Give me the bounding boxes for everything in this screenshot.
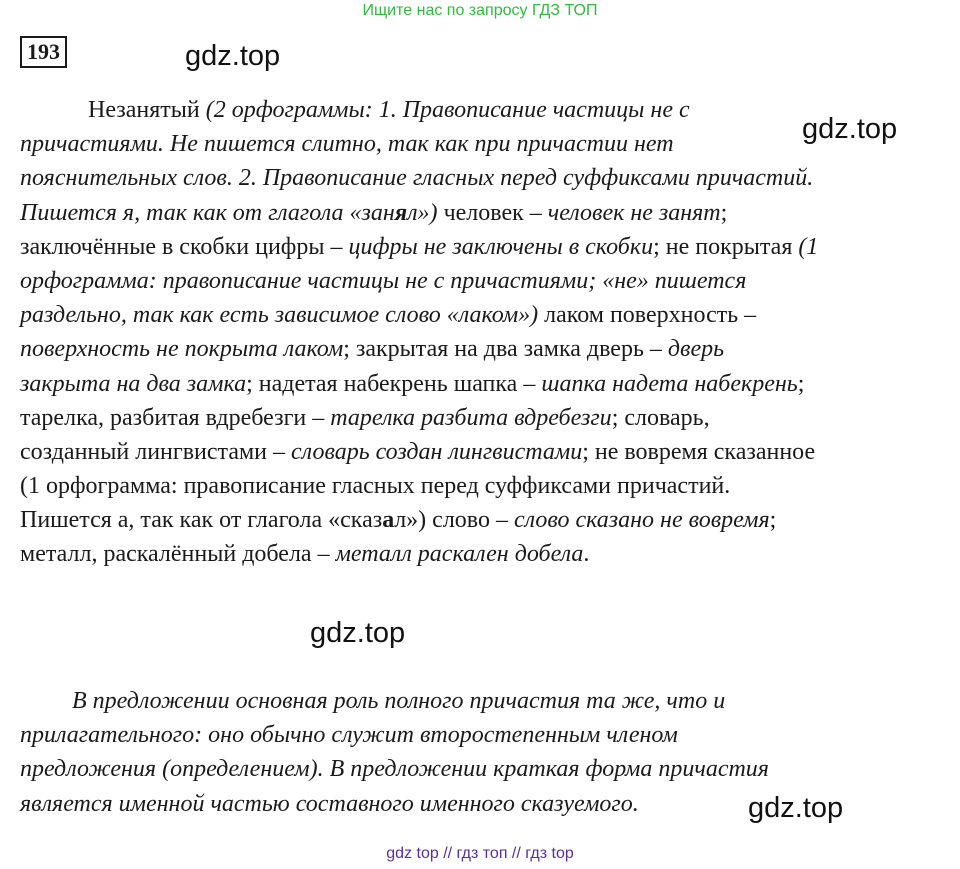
watermark: gdz.top (185, 40, 281, 72)
text-line: причастиями. Не пишется слитно, так как при причастии нет (20, 131, 674, 158)
text-line: орфограмма: правописание частицы не с причастиями; «не» пишется (20, 267, 747, 294)
text-line: (1 орфограмма: правописание гласных перед суффиксами причастий. (20, 473, 731, 500)
text-line: поверхность не покрыта лаком; закрытая на два замка дверь – дверь (20, 336, 725, 363)
watermark: gdz.top (748, 792, 844, 824)
answer-paragraph (20, 93, 955, 572)
text-line: является именной частью составного именного сказуемого. (20, 790, 639, 817)
text-line: Незанятый (2 орфограммы: 1. Правописание частицы не с (88, 97, 690, 123)
search-banner: Ищите нас по запросу ГДЗ ТОП (362, 2, 598, 19)
footer-links: gdz top // гдз топ // гдз top (386, 845, 574, 862)
text-line: Пишется я, так как от глагола «занял») человек – человек не занят; (20, 199, 728, 226)
text-line: заключённые в скобки цифры – цифры не заключены в скобки; не покрытая (1 (20, 233, 819, 260)
text-line: созданный лингвистами – словарь создан лингвистами; не вовремя сказанное (20, 438, 816, 465)
text-line: В предложении основная роль полного причастия та же, что и (72, 688, 726, 714)
text-line: тарелка, разбитая вдребезги – тарелка разбита вдребезги; словарь, (20, 404, 710, 431)
watermark: gdz.top (310, 617, 406, 649)
text-line: прилагательного: оно обычно служит второстепенным членом (20, 722, 678, 749)
text-line: предложения (определением). В предложении краткая форма причастия (20, 756, 769, 783)
text-line: раздельно, так как есть зависимое слово «лаком») лаком поверхность – (20, 302, 757, 329)
watermark: gdz.top (802, 113, 898, 145)
text-line: металл, раскалённый добела – металл раскален добела. (20, 541, 590, 568)
text-line: закрыта на два замка; надетая набекрень шапка – шапка надета набекрень; (20, 370, 805, 397)
text-line: пояснительных слов. 2. Правописание гласных перед суффиксами причастий. (20, 165, 814, 192)
text-line: Пишется а, так как от глагола «сказал») слово – слово сказано не вовремя; (20, 507, 777, 534)
exercise-number: 193 (20, 36, 67, 68)
explanation-paragraph (20, 684, 955, 821)
